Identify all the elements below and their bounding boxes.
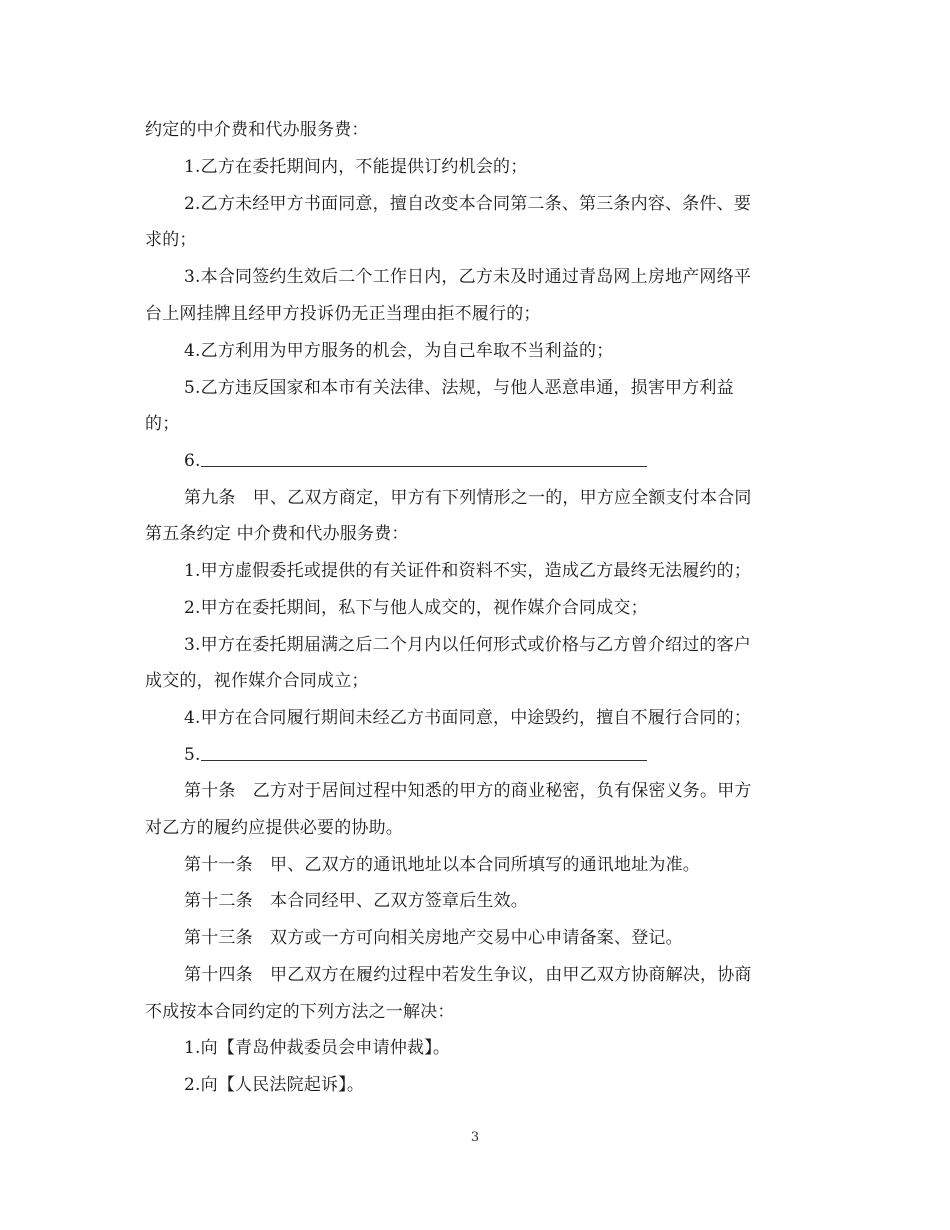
text-line: 1.向【青岛仲裁委员会申请仲裁】。 xyxy=(184,1038,451,1058)
fill-in-line-6 xyxy=(184,449,647,473)
text-line: 不成按本合同约定的下列方法之一解决： xyxy=(145,1002,455,1022)
text-line: 成交的，视作媒介合同成立； xyxy=(145,671,369,691)
text-line: 第十二条 本合同经甲、乙双方签章后生效。 xyxy=(184,891,528,911)
text-line: 第五条约定 中介费和代办服务费： xyxy=(145,524,409,544)
text-line: 2.向【人民法院起诉】。 xyxy=(184,1075,365,1095)
text-line: 2.乙方未经甲方书面同意，擅自改变本合同第二条、第三条内容、条件、要 xyxy=(184,194,752,214)
fill-in-line-5 xyxy=(184,743,647,767)
page-number: 3 xyxy=(470,1130,480,1145)
item-number: 6. xyxy=(184,451,201,471)
text-line: 2.甲方在委托期间，私下与他人成交的，视作媒介合同成交； xyxy=(184,598,648,618)
text-line: 约定的中介费和代办服务费： xyxy=(145,120,369,140)
text-line: 第九条 甲、乙双方商定，甲方有下列情形之一的，甲方应全额支付本合同 xyxy=(184,488,752,508)
blank-underline xyxy=(201,744,647,761)
text-line: 对乙方的履约应提供必要的协助。 xyxy=(145,818,403,838)
text-line: 5.乙方违反国家和本市有关法律、法规，与他人恶意串通，损害甲方利益 xyxy=(184,378,734,398)
text-line: 4.甲方在合同履行期间未经乙方书面同意，中途毁约，擅自不履行合同的； xyxy=(184,708,752,728)
text-line: 4.乙方利用为甲方服务的机会，为自己牟取不当利益的； xyxy=(184,341,614,361)
text-line: 3.本合同签约生效后二个工作日内，乙方未及时通过青岛网上房地产网络平 xyxy=(184,267,752,287)
text-line: 求的； xyxy=(145,230,197,250)
text-line: 3.甲方在委托期届满之后二个月内以任何形式或价格与乙方曾介绍过的客户 xyxy=(184,635,752,655)
text-line: 第十一条 甲、乙双方的通讯地址以本合同所填写的通讯地址为准。 xyxy=(184,855,700,875)
text-line: 第十条 乙方对于居间过程中知悉的甲方的商业秘密，负有保密义务。甲方 xyxy=(184,781,752,801)
text-line: 台上网挂牌且经甲方投诉仍无正当理由拒不履行的； xyxy=(145,304,541,324)
item-number: 5. xyxy=(184,745,201,765)
text-line: 第十三条 双方或一方可向相关房地产交易中心申请备案、登记。 xyxy=(184,928,683,948)
text-line: 的； xyxy=(145,414,180,434)
text-line: 1.甲方虚假委托或提供的有关证件和资料不实，造成乙方最终无法履约的； xyxy=(184,561,752,581)
text-line: 第十四条 甲乙双方在履约过程中若发生争议，由甲乙双方协商解决，协商 xyxy=(184,965,752,985)
text-line: 1.乙方在委托期间内，不能提供订约机会的； xyxy=(184,157,528,177)
blank-underline xyxy=(201,450,647,467)
